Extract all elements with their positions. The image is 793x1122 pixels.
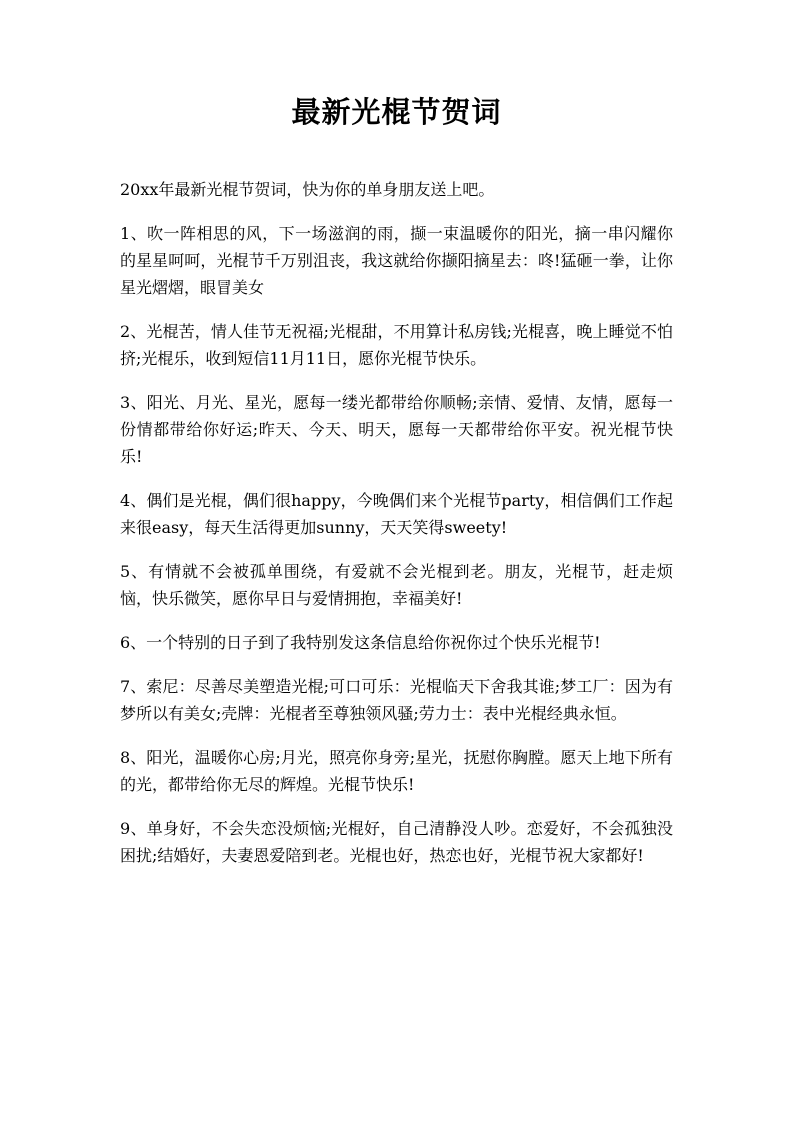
- paragraph-1: 1、吹一阵相思的风，下一场滋润的雨，撷一束温暖你的阳光，摘一串闪耀你的星星呵呵，光棍节千万别沮丧，我这就给你撷阳摘星去：咚!猛砸一拳，让你星光熠熠，眼冒美女: [120, 224, 673, 297]
- document-body: [120, 176, 673, 869]
- paragraph-intro: 20xx年最新光棍节贺词，快为你的单身朋友送上吧。: [120, 180, 495, 199]
- paragraph-9: 9、单身好，不会失恋没烦恼;光棍好，自己清静没人吵。恋爱好，不会孤独没困扰;结婚好，夫妻恩爱陪到老。光棍也好，热恋也好，光棍节祝大家都好!: [120, 819, 673, 865]
- paragraph-5: 5、有情就不会被孤单围绕，有爱就不会光棍到老。朋友，光棍节，赶走烦恼，快乐微笑，愿你早日与爱情拥抱，幸福美好!: [120, 562, 673, 608]
- paragraph-8: 8、阳光，温暖你心房;月光，照亮你身旁;星光，抚慰你胸膛。愿天上地下所有的光，都带给你无尽的辉煌。光棍节快乐!: [120, 748, 673, 794]
- document-title: 最新光棍节贺词: [291, 95, 502, 129]
- paragraph-2: 2、光棍苦，情人佳节无祝福;光棍甜，不用算计私房钱;光棍喜，晚上睡觉不怕挤;光棍乐，收到短信11月11日，愿你光棍节快乐。: [120, 322, 673, 368]
- paragraph-3: 3、阳光、月光、星光，愿每一缕光都带给你顺畅;亲情、爱情、友情，愿每一份情都带给你好运;昨天、今天、明天，愿每一天都带给你平安。祝光棍节快乐!: [120, 393, 673, 466]
- paragraph-4: 4、偶们是光棍，偶们很happy，今晚偶们来个光棍节party，相信偶们工作起来很easy，每天生活得更加sunny，天天笑得sweety!: [120, 491, 673, 537]
- paragraph-7: 7、索尼：尽善尽美塑造光棍;可口可乐：光棍临天下舍我其谁;梦工厂：因为有梦所以有美女;壳牌：光棍者至尊独领风骚;劳力士：表中光棍经典永恒。: [120, 677, 673, 723]
- paragraph-6: 6、一个特别的日子到了我特别发这条信息给你祝你过个快乐光棍节!: [120, 633, 601, 652]
